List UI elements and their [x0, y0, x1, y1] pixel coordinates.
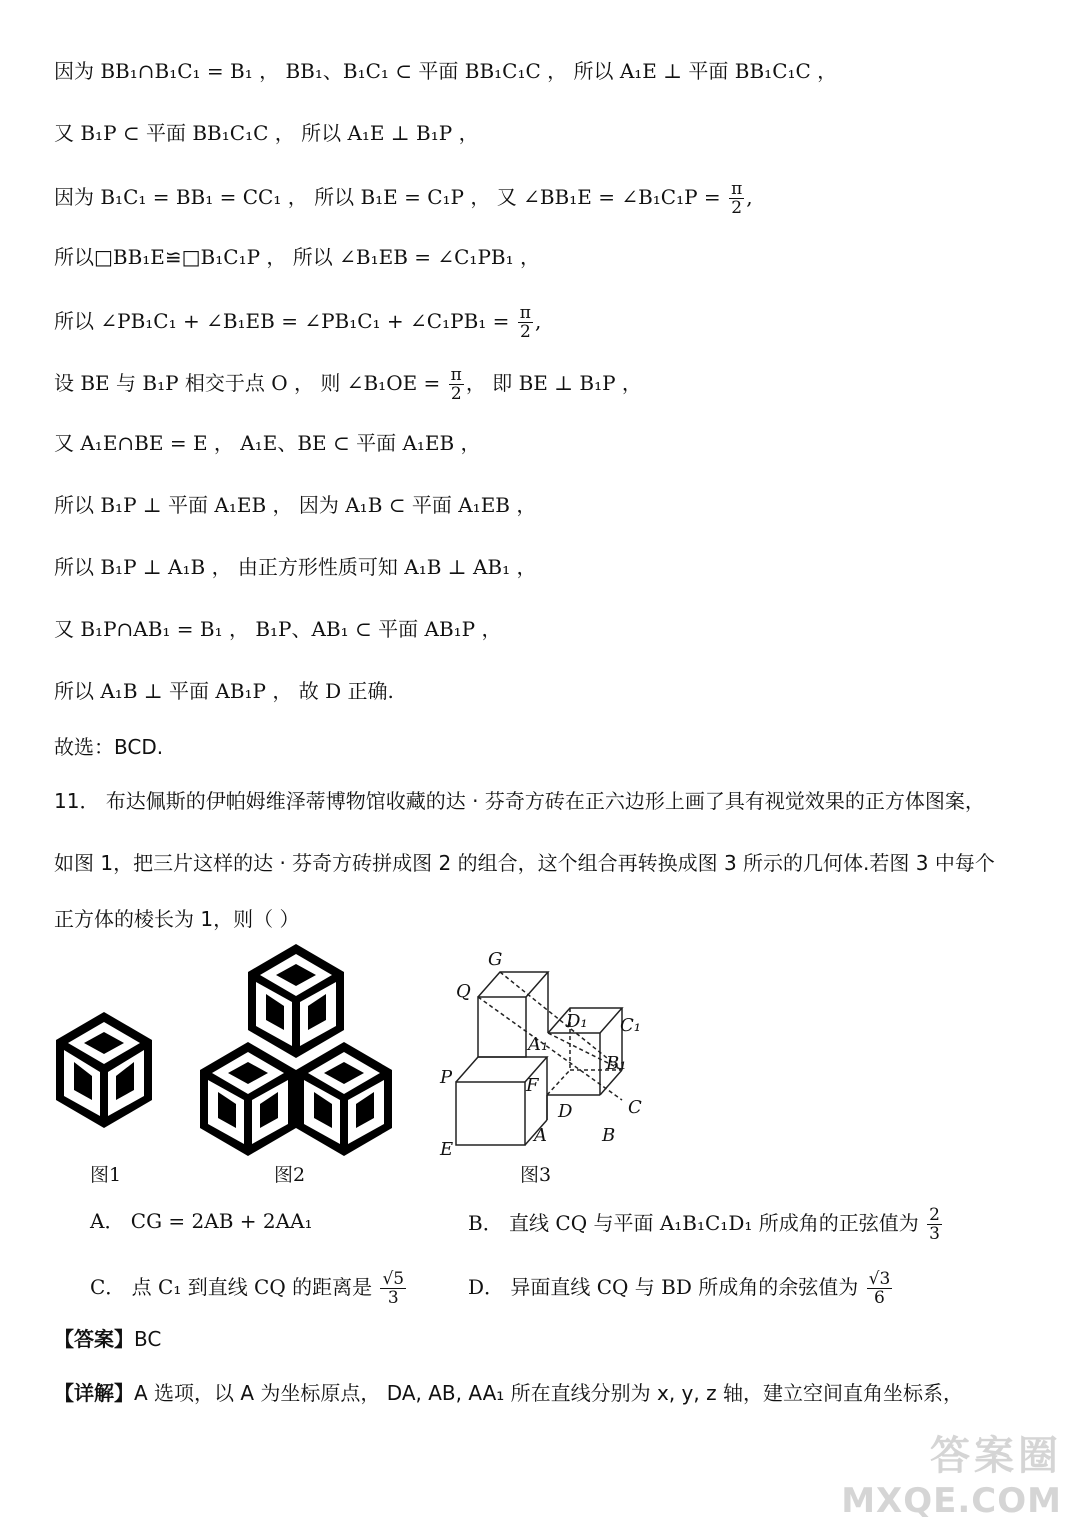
- detail-line: [54, 1378, 1040, 1408]
- option-b: B． 直线 CQ 与平面 A₁B₁C₁D₁ 所成角的正弦值为 $\frac{2}{3}$: [468, 1205, 940, 1244]
- figure-3-solid: [430, 945, 660, 1160]
- question-11-line-2: 如图 1，把三片这样的达 · 芬奇方砖拼成图 2 的组合，这个组合再转换成图 3 所示的几何体.若图 3 中每个: [54, 851, 995, 875]
- choice-summary: 故选：BCD.: [54, 735, 164, 759]
- solution-line-11: 所以 A₁B ⊥ 平面 AB₁P ， 故 D 正确.: [54, 679, 394, 703]
- label-B1: B₁: [606, 1053, 627, 1074]
- watermark-logo: 答案圈 MXQE.COM: [841, 1433, 1062, 1521]
- answer-line: [54, 1324, 1040, 1354]
- label-A1: A₁: [528, 1034, 549, 1055]
- detail-text: A 选项，以 A 为坐标原点， DA, AB, AA₁ 所在直线分别为 x, y, z 轴，建立空间直角坐标系，: [134, 1381, 963, 1405]
- figure-2-combination: [196, 942, 396, 1162]
- answer-value: BC: [134, 1327, 162, 1351]
- solution-line-7: 又 A₁E∩BE = E ， A₁E、BE ⊂ 平面 A₁EB ，: [54, 431, 481, 455]
- detail-label: 【详解】: [54, 1381, 134, 1405]
- question-11-line-1: 11． 布达佩斯的伊帕姆维泽蒂博物馆收藏的达 · 芬奇方砖在正六边形上画了具有视觉效果的正方体图案，: [54, 789, 985, 813]
- label-E: E: [440, 1139, 454, 1160]
- label-D: D: [558, 1101, 573, 1122]
- fraction-pi-over-2: $\frac{\pi}{2}$: [519, 303, 531, 342]
- solution-line-2: 又 B₁P ⊂ 平面 BB₁C₁C ， 所以 A₁E ⊥ B₁P ，: [54, 121, 479, 145]
- solution-line-9: 所以 B₁P ⊥ A₁B ， 由正方形性质可知 A₁B ⊥ AB₁ ，: [54, 555, 537, 579]
- figure-1-tile: [52, 1010, 156, 1130]
- label-Q: Q: [456, 981, 471, 1002]
- fraction-pi-over-2: $\frac{\pi}{2}$: [731, 179, 743, 218]
- solution-line-6: 设 BE 与 B₁P 相交于点 O ， 则 ∠B₁OE = $\frac{\pi}{2}$ ， 即 BE ⊥ B₁P ，: [54, 365, 642, 404]
- label-P: P: [440, 1067, 453, 1088]
- solution-line-10: 又 B₁P∩AB₁ = B₁ ， B₁P、AB₁ ⊂ 平面 AB₁P ，: [54, 617, 502, 641]
- solution-line-6-text: 设 BE 与 B₁P 相交于点 O ， 则 ∠B₁OE =: [54, 371, 441, 395]
- label-D1: D₁: [566, 1011, 588, 1032]
- solution-line-5-text: 所以 ∠PB₁C₁ + ∠B₁EB = ∠PB₁C₁ + ∠C₁PB₁ =: [54, 309, 510, 333]
- label-C1: C₁: [620, 1015, 641, 1036]
- option-a: A． CG = 2AB + 2AA₁: [90, 1209, 313, 1233]
- option-c: C． 点 C₁ 到直线 CQ 的距离是 $\frac{√5}{3}$: [90, 1269, 405, 1308]
- label-F: F: [526, 1075, 539, 1096]
- solution-line-3-text: 因为 B₁C₁ = BB₁ = CC₁ ， 所以 B₁E = C₁P ， 又 ∠BB₁E = ∠B₁C₁P =: [54, 185, 721, 209]
- solution-line-8: 所以 B₁P ⊥ 平面 A₁EB ， 因为 A₁B ⊂ 平面 A₁EB ，: [54, 493, 537, 517]
- figure-3-label: 图3: [520, 1164, 552, 1186]
- figure-2-label: 图2: [274, 1164, 306, 1186]
- label-C: C: [628, 1097, 642, 1118]
- solution-line-1: 因为 BB₁∩B₁C₁ = B₁ ， BB₁、B₁C₁ ⊂ 平面 BB₁C₁C ， 所以 A₁E ⊥ 平面 BB₁C₁C ，: [54, 59, 838, 83]
- label-B: B: [602, 1125, 616, 1146]
- label-G: G: [488, 949, 503, 970]
- solution-line-5: 所以 ∠PB₁C₁ + ∠B₁EB = ∠PB₁C₁ + ∠C₁PB₁ = $\frac{\pi}{2}$ ,: [54, 303, 542, 342]
- fraction-pi-over-2: $\frac{\pi}{2}$: [450, 365, 462, 404]
- option-d: D． 异面直线 CQ 与 BD 所成角的余弦值为 $\frac{√3}{6}$: [468, 1269, 891, 1308]
- figure-1-label: 图1: [90, 1164, 122, 1186]
- question-11-line-3: 正方体的棱长为 1，则（ ）: [54, 907, 300, 931]
- label-A: A: [534, 1125, 547, 1146]
- solution-line-3: 因为 B₁C₁ = BB₁ = CC₁ ， 所以 B₁E = C₁P ， 又 ∠BB₁E = ∠B₁C₁P = $\frac{\pi}{2}$ ,: [54, 179, 753, 218]
- answer-label: 【答案】: [54, 1327, 134, 1351]
- solution-line-4: 所以□BB₁E≌□B₁C₁P ， 所以 ∠B₁EB = ∠C₁PB₁ ，: [54, 245, 540, 269]
